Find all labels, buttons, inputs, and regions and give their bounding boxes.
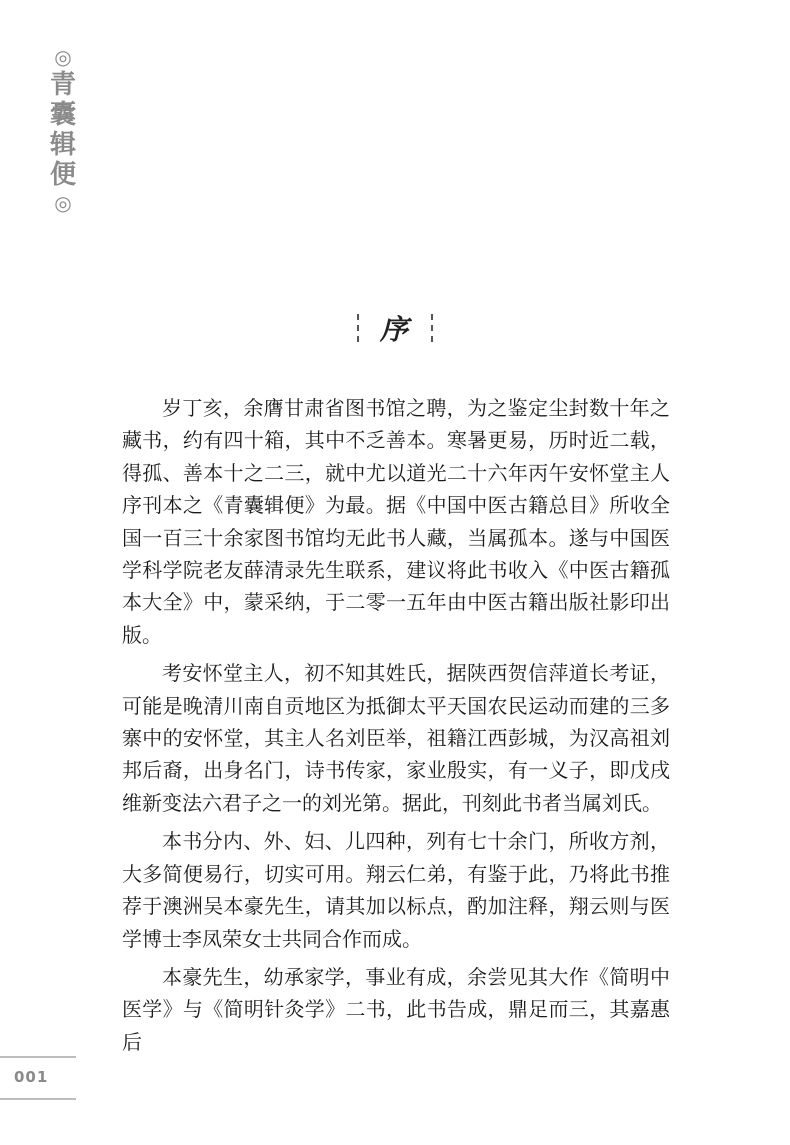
paragraph: 本豪先生，幼承家学，事业有成，余尝见其大作《简明中医学》与《简明针灸学》二书，此书告成，鼎足而三，其嘉惠后: [122, 964, 670, 1054]
running-title-mark-open: ◎: [54, 45, 72, 69]
footer-rule-bottom: [0, 1098, 76, 1100]
running-title-mark-close: ◎: [54, 191, 72, 215]
running-title: [48, 44, 78, 216]
section-heading: [0, 308, 790, 348]
heading-left-dashes: [357, 314, 359, 342]
paragraph: 考安怀堂主人，初不知其姓氏，据陕西贺信萍道长考证，可能是晚清川南自贡地区为抵御太平天国农民运动而建的三多寨中的安怀堂，其主人名刘臣举，祖籍江西彭城，为汉高祖刘邦后裔，出身名门，诗书传家，家业殷实，有一义子，即戊戌维新变法六君子之一的刘光第。据此，刊刻此书者当属刘氏。: [122, 661, 670, 815]
page-number: 001: [14, 1068, 49, 1086]
running-title-char: 辑: [49, 130, 76, 160]
paragraph: 本书分内、外、妇、儿四种，列有七十余门，所收方剂，大多简便易行，切实可用。翔云仁弟，有鉴于此，乃将此书推荐于澳洲吴本豪先生，请其加以标点，酌加注释，翔云则与医学博士李凤荣女士共同合作而成。: [122, 829, 670, 951]
preface-body: [122, 392, 670, 1058]
running-title-char: 青: [49, 70, 76, 100]
paragraph: 岁丁亥，余膺甘肃省图书馆之聘，为之鉴定尘封数十年之藏书，约有四十箱，其中不乏善本。寒暑更易，历时近二载，得孤、善本十之二三，就中尤以道光二十六年丙午安怀堂主人序刊本之《青囊辑便》为最。据《中国中医古籍总目》所收全国一百三十余家图书馆均无此书人藏，当属孤本。遂与中国医学科学院老友薛清录先生联系，建议将此书收入《中医古籍孤本大全》中，蒙采纳，于二零一五年由中医古籍出版社影印出版。: [122, 396, 670, 647]
heading-text: 序: [379, 313, 410, 346]
footer-rule-top: [0, 1056, 76, 1058]
running-title-char: 便: [49, 160, 76, 190]
running-title-char: 囊: [49, 100, 76, 130]
heading-right-dashes: [431, 314, 433, 342]
